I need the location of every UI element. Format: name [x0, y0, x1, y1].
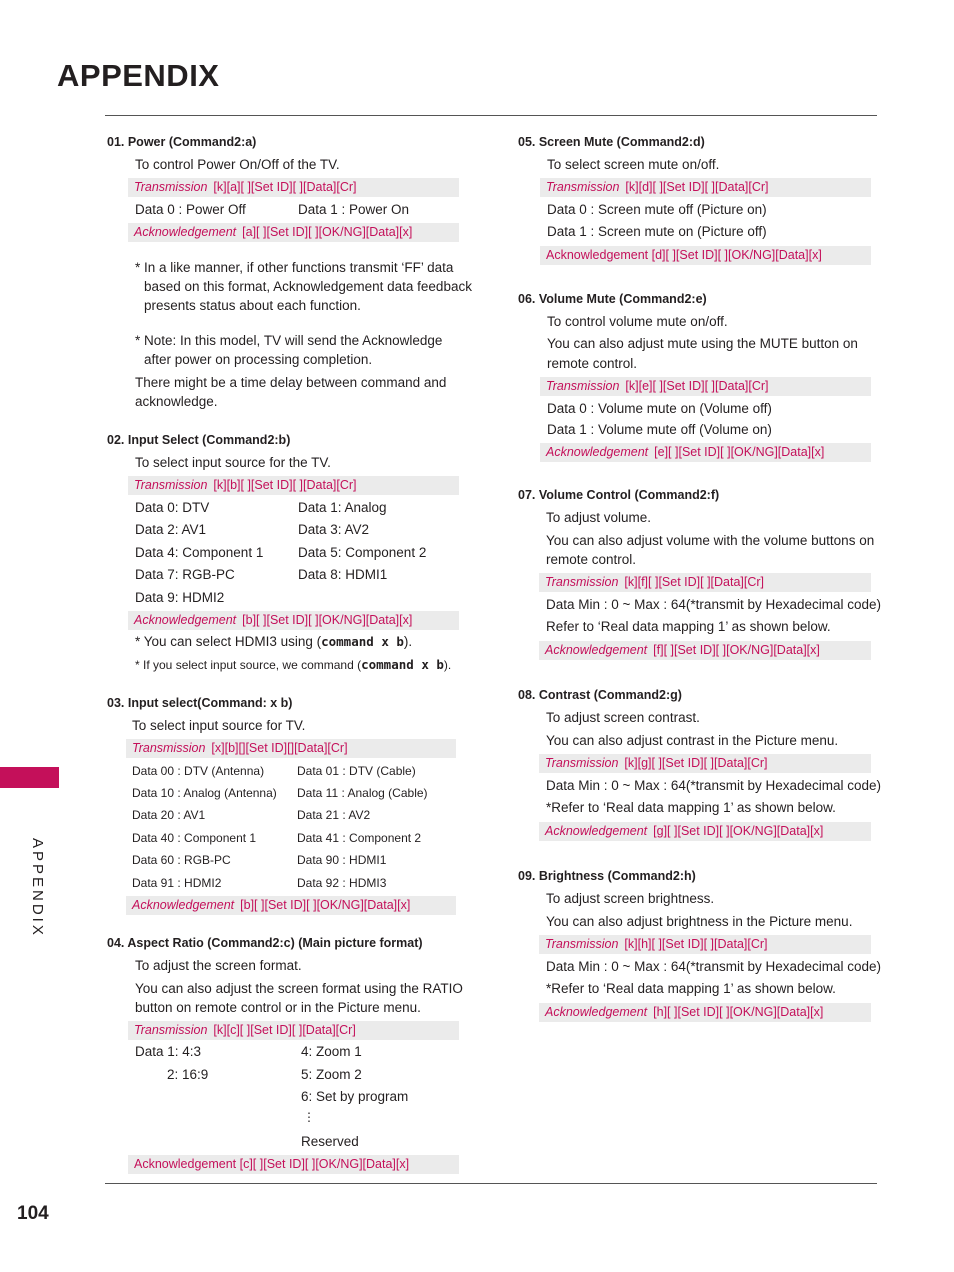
ack-label: Acknowledgement — [134, 225, 237, 239]
transmission-code: [k][c][ ][Set ID][ ][Data][Cr] — [213, 1023, 356, 1037]
transmission-label: Transmission — [545, 937, 619, 951]
section-04-set-by-program: 6: Set by program — [301, 1089, 409, 1104]
section-06-desc2-line2: remote control. — [547, 356, 638, 371]
ack-code: [g][ ][Set ID][ ][OK/NG][Data][x] — [653, 824, 824, 838]
section-07-desc2-line2: remote control. — [546, 552, 637, 567]
section-01-note3-line1: There might be a time delay between command and — [135, 375, 447, 390]
section-02-acknowledgement — [128, 611, 459, 630]
section-07-data-range: Data Min : 0 ~ Max : 64(*transmit by Hexadecimal code) — [546, 597, 882, 612]
note-text: * If you select input source, we command ( — [135, 658, 362, 672]
section-04-title: 04. Aspect Ratio (Command2:c) (Main picture format) — [107, 936, 423, 950]
ack-label: Acknowledgement — [545, 1005, 648, 1019]
top-divider — [105, 115, 877, 116]
section-07-title: 07. Volume Control (Command2:f) — [518, 488, 720, 502]
transmission-code: [x][b][][Set ID][][Data][Cr] — [211, 741, 348, 755]
section-02-data-a: Data 0: DTV — [135, 500, 210, 515]
section-04-ellipsis: ⋮ — [303, 1110, 315, 1124]
section-02-data-a: Data 9: HDMI2 — [135, 590, 225, 605]
section-03-data-b: Data 41 : Component 2 — [297, 831, 422, 845]
ack-code: [h][ ][Set ID][ ][OK/NG][Data][x] — [653, 1005, 824, 1019]
note-text: ). — [403, 634, 413, 649]
ack-label: Acknowledgement — [134, 613, 237, 627]
section-02-desc: To select input source for the TV. — [135, 455, 331, 470]
ack-label: Acknowledgement — [132, 898, 235, 912]
section-04-desc2-line2: button on remote control or in the Picture menu. — [135, 1000, 421, 1015]
transmission-code: [k][h][ ][Set ID][ ][Data][Cr] — [624, 937, 768, 951]
section-02-title: 02. Input Select (Command2:b) — [107, 433, 291, 447]
section-03-acknowledgement — [126, 896, 456, 915]
page-title: APPENDIX — [57, 58, 220, 93]
section-06-transmission — [540, 377, 871, 396]
section-01-note1-line3: presents status about each function. — [144, 298, 361, 313]
ack-code: Acknowledgement [d][ ][Set ID][ ][OK/NG][Data][x] — [546, 248, 822, 262]
section-03-data-a: Data 60 : RGB-PC — [132, 853, 231, 867]
transmission-label: Transmission — [134, 180, 208, 194]
section-03-data-a: Data 20 : AV1 — [132, 808, 206, 822]
section-01-note1-line2: based on this format, Acknowledgement data feedback — [144, 279, 472, 294]
note-text: * You can select HDMI3 using ( — [135, 634, 322, 649]
section-05-transmission — [540, 178, 871, 197]
section-03-data-a: Data 10 : Analog (Antenna) — [132, 786, 277, 800]
section-08-reference: *Refer to ‘Real data mapping 1’ as shown below. — [546, 800, 836, 815]
section-01-data1: Data 1 : Power On — [298, 202, 410, 217]
section-06-acknowledgement — [540, 443, 871, 462]
section-07-desc2-line1: You can also adjust volume with the volume buttons on — [546, 533, 875, 548]
section-03-data-b: Data 01 : DTV (Cable) — [297, 764, 416, 778]
section-04-acknowledgement — [128, 1155, 459, 1174]
transmission-code: [k][g][ ][Set ID][ ][Data][Cr] — [624, 756, 768, 770]
section-07-desc: To adjust volume. — [546, 510, 652, 525]
section-02-note1 — [135, 632, 412, 651]
section-09-desc2: You can also adjust brightness in the Picture menu. — [546, 914, 853, 929]
section-06-desc2-line1: You can also adjust mute using the MUTE button on — [547, 336, 858, 351]
section-02-data-b: Data 1: Analog — [298, 500, 387, 515]
section-02-data-a: Data 7: RGB-PC — [135, 567, 235, 582]
section-04-transmission — [128, 1021, 459, 1040]
ack-code: [e][ ][Set ID][ ][OK/NG][Data][x] — [654, 445, 825, 459]
section-04-zoom1: 4: Zoom 1 — [301, 1044, 362, 1059]
transmission-label: Transmission — [132, 741, 206, 755]
ack-code: [f][ ][Set ID][ ][OK/NG][Data][x] — [653, 643, 820, 657]
transmission-label: Transmission — [546, 180, 620, 194]
section-03-title: 03. Input select(Command: x b) — [107, 696, 293, 710]
section-02-data-b: Data 3: AV2 — [298, 522, 370, 537]
section-01-desc: To control Power On/Off of the TV. — [135, 157, 340, 172]
section-05-title: 05. Screen Mute (Command2:d) — [518, 135, 705, 149]
section-09-transmission — [539, 935, 871, 954]
section-03-transmission — [126, 739, 456, 758]
transmission-code: [k][b][ ][Set ID][ ][Data][Cr] — [213, 478, 357, 492]
ack-label: Acknowledgement — [545, 643, 648, 657]
transmission-code: [k][f][ ][Set ID][ ][Data][Cr] — [624, 575, 765, 589]
section-01-note2-line2: after power on processing completion. — [144, 352, 373, 367]
ack-code: [b][ ][Set ID][ ][OK/NG][Data][x] — [240, 898, 411, 912]
section-02-note2 — [135, 655, 451, 675]
note-command: command x b — [321, 634, 404, 649]
section-08-data-range: Data Min : 0 ~ Max : 64(*transmit by Hexadecimal code) — [546, 778, 882, 793]
section-03-desc: To select input source for TV. — [132, 718, 306, 733]
section-06-desc: To control volume mute on/off. — [547, 314, 728, 329]
section-03-data-b: Data 11 : Analog (Cable) — [297, 786, 428, 800]
section-01-data0: Data 0 : Power Off — [135, 202, 246, 217]
section-04-zoom2: 5: Zoom 2 — [301, 1067, 362, 1082]
transmission-code: [k][a][ ][Set ID][ ][Data][Cr] — [213, 180, 357, 194]
section-08-transmission — [539, 754, 871, 773]
transmission-label: Transmission — [545, 756, 619, 770]
section-08-desc2: You can also adjust contrast in the Picture menu. — [546, 733, 839, 748]
section-05-data1: Data 1 : Screen mute on (Picture off) — [547, 224, 767, 239]
ack-code: [a][ ][Set ID][ ][OK/NG][Data][x] — [242, 225, 413, 239]
section-04-desc2-line1: You can also adjust the screen format using the RATIO — [135, 981, 463, 996]
ack-code: [b][ ][Set ID][ ][OK/NG][Data][x] — [242, 613, 413, 627]
section-01-note3-line2: acknowledge. — [135, 394, 218, 409]
section-03-data-a: Data 00 : DTV (Antenna) — [132, 764, 265, 778]
section-01-acknowledgement — [128, 223, 459, 242]
section-09-title: 09. Brightness (Command2:h) — [518, 869, 696, 883]
section-01-title: 01. Power (Command2:a) — [107, 135, 257, 149]
transmission-label: Transmission — [546, 379, 620, 393]
section-03-data-b: Data 21 : AV2 — [297, 808, 371, 822]
section-05-data0: Data 0 : Screen mute off (Picture on) — [547, 202, 767, 217]
section-03-data-b: Data 92 : HDMI3 — [297, 876, 387, 890]
side-tab-marker — [0, 767, 59, 788]
side-tab-label: APPENDIX — [29, 838, 46, 938]
section-08-title: 08. Contrast (Command2:g) — [518, 688, 682, 702]
section-04-desc: To adjust the screen format. — [135, 958, 302, 973]
section-02-data-b: Data 5: Component 2 — [298, 545, 427, 560]
section-05-desc: To select screen mute on/off. — [547, 157, 720, 172]
section-03-data-b: Data 90 : HDMI1 — [297, 853, 387, 867]
section-02-transmission — [128, 476, 459, 495]
section-02-data-b: Data 8: HDMI1 — [298, 567, 388, 582]
section-02-data-a: Data 4: Component 1 — [135, 545, 264, 560]
section-09-data-range: Data Min : 0 ~ Max : 64(*transmit by Hexadecimal code) — [546, 959, 882, 974]
note-text: ). — [443, 658, 452, 672]
transmission-label: Transmission — [545, 575, 619, 589]
section-06-data0: Data 0 : Volume mute on (Volume off) — [547, 401, 772, 416]
section-07-reference: Refer to ‘Real data mapping 1’ as shown below. — [546, 619, 831, 634]
ack-label: Acknowledgement — [545, 824, 648, 838]
transmission-label: Transmission — [134, 1023, 208, 1037]
section-09-acknowledgement — [539, 1003, 871, 1022]
note-command: command x b — [361, 657, 444, 672]
section-08-acknowledgement — [539, 822, 871, 841]
section-04-data2: 2: 16:9 — [167, 1067, 209, 1082]
section-05-acknowledgement — [540, 246, 871, 265]
section-02-data-a: Data 2: AV1 — [135, 522, 207, 537]
section-06-title: 06. Volume Mute (Command2:e) — [518, 292, 707, 306]
section-03-data-a: Data 91 : HDMI2 — [132, 876, 222, 890]
transmission-code: [k][d][ ][Set ID][ ][Data][Cr] — [625, 180, 769, 194]
transmission-code: [k][e][ ][Set ID][ ][Data][Cr] — [625, 379, 769, 393]
section-06-data1: Data 1 : Volume mute off (Volume on) — [547, 422, 772, 437]
section-03-data-a: Data 40 : Component 1 — [132, 831, 257, 845]
section-04-reserved: Reserved — [301, 1134, 359, 1149]
ack-code: Acknowledgement [c][ ][Set ID][ ][OK/NG][Data][x] — [134, 1157, 410, 1171]
section-01-note1-line1: * In a like manner, if other functions transmit ‘FF’ data — [135, 260, 454, 275]
section-08-desc: To adjust screen contrast. — [546, 710, 700, 725]
section-07-transmission — [539, 573, 871, 592]
section-01-note2-line1: * Note: In this model, TV will send the Acknowledge — [135, 333, 443, 348]
section-07-acknowledgement — [539, 641, 871, 660]
page-number: 104 — [17, 1203, 49, 1224]
section-09-desc: To adjust screen brightness. — [546, 891, 715, 906]
ack-label: Acknowledgement — [546, 445, 649, 459]
section-09-reference: *Refer to ‘Real data mapping 1’ as shown below. — [546, 981, 836, 996]
section-04-data1: Data 1: 4:3 — [135, 1044, 202, 1059]
transmission-label: Transmission — [134, 478, 208, 492]
bottom-divider — [105, 1183, 877, 1184]
section-01-transmission — [128, 178, 459, 197]
